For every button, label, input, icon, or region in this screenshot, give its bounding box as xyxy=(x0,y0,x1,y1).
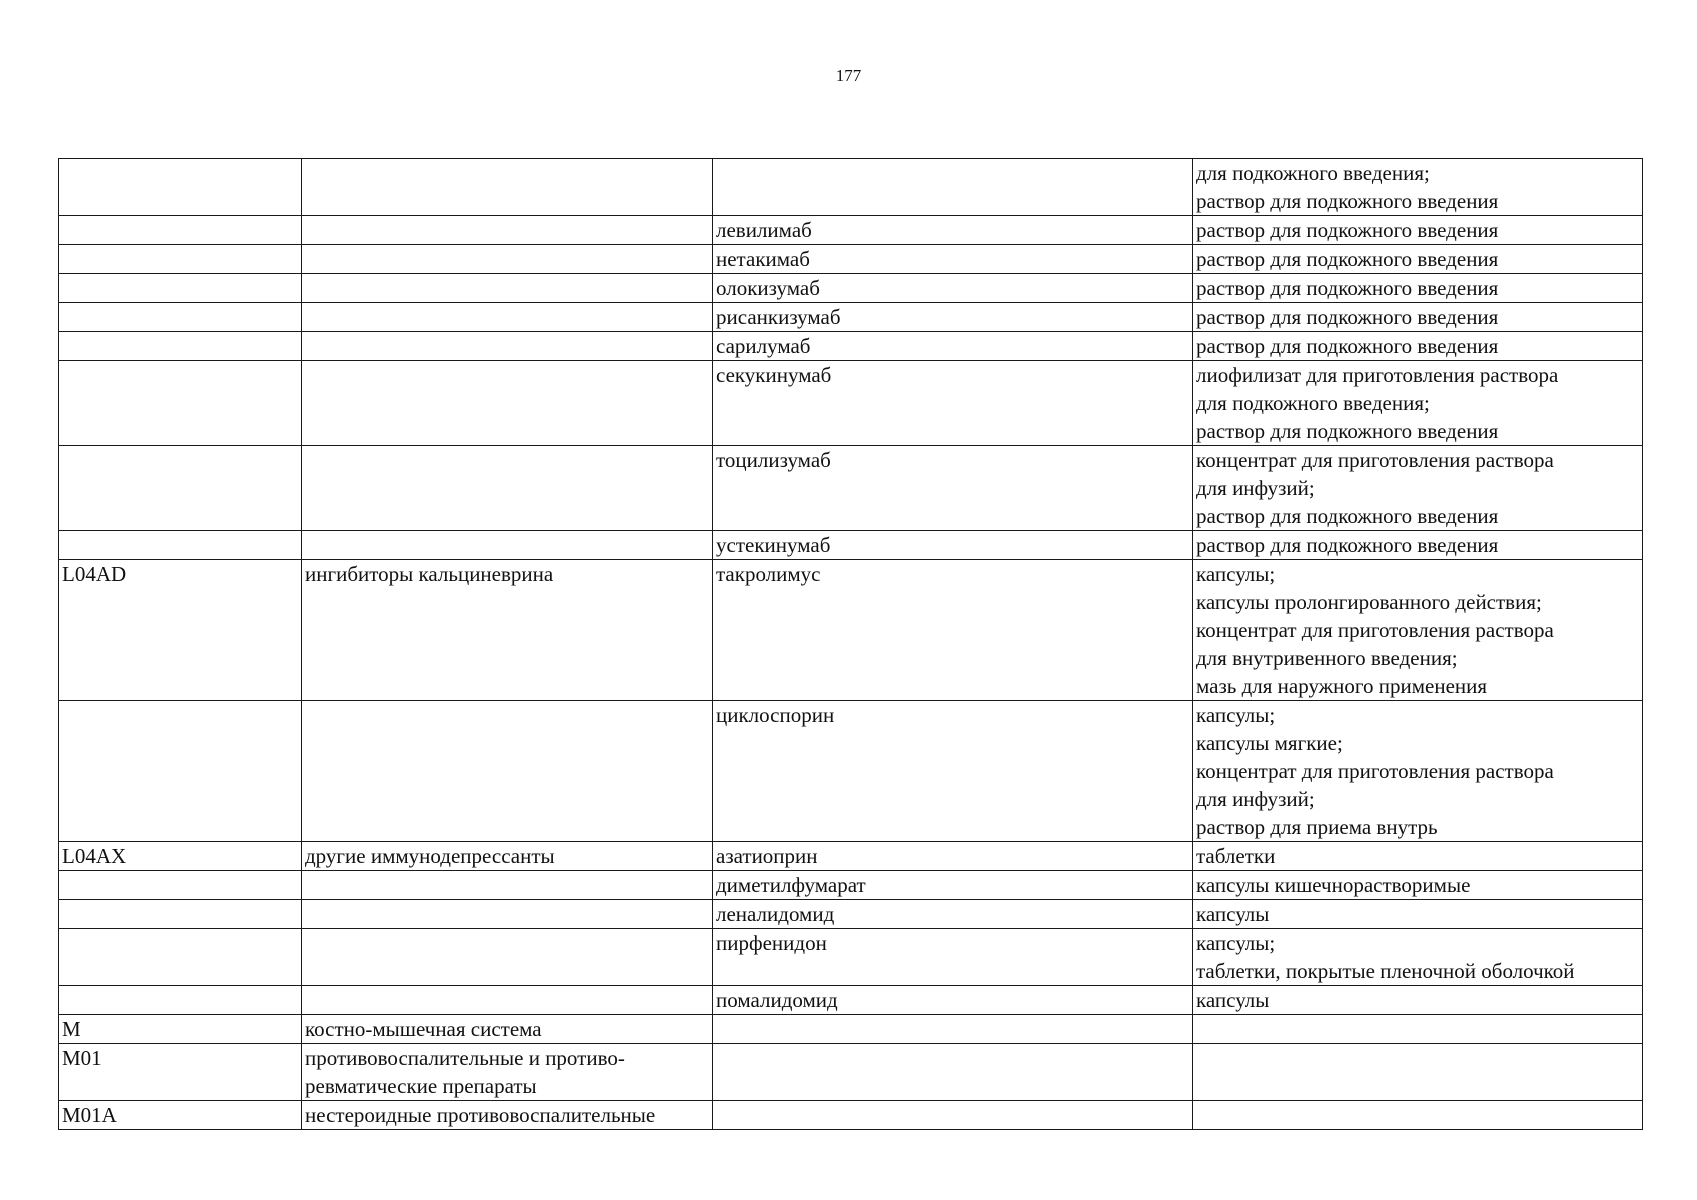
dosage-form-cell: раствор для подкожного введения xyxy=(1193,216,1643,245)
drug-name-cell: устекинумаб xyxy=(713,531,1193,560)
page-number: 177 xyxy=(835,66,862,85)
dosage-form-cell: капсулы; капсулы мягкие; концентрат для приготовления раствора для инфузий; раствор для приема внутрь xyxy=(1193,701,1643,842)
dosage-form-cell xyxy=(1193,1015,1643,1044)
group-name-cell xyxy=(302,361,713,446)
drug-name-cell xyxy=(713,159,1193,216)
drug-name-cell xyxy=(713,1015,1193,1044)
group-name-cell xyxy=(302,216,713,245)
dosage-form-cell: раствор для подкожного введения xyxy=(1193,303,1643,332)
dosage-form-cell: для подкожного введения; раствор для подкожного введения xyxy=(1193,159,1643,216)
atc-code-cell xyxy=(59,361,302,446)
atc-code-cell: M01A xyxy=(59,1101,302,1130)
group-name-cell xyxy=(302,332,713,361)
group-name-cell xyxy=(302,871,713,900)
dosage-form-cell: раствор для подкожного введения xyxy=(1193,332,1643,361)
table-body xyxy=(59,159,1643,1130)
drug-table xyxy=(58,158,1643,1130)
atc-code-cell: L04AD xyxy=(59,560,302,701)
group-name-cell xyxy=(302,929,713,986)
drug-name-cell: левилимаб xyxy=(713,216,1193,245)
group-name-cell: другие иммунодепрессанты xyxy=(302,842,713,871)
drug-name-cell: секукинумаб xyxy=(713,361,1193,446)
dosage-form-cell xyxy=(1193,1101,1643,1130)
dosage-form-cell: лиофилизат для приготовления раствора для подкожного введения; раствор для подкожного введения xyxy=(1193,361,1643,446)
dosage-form-cell: капсулы; капсулы пролонгированного действия; концентрат для приготовления раствора для внутривенного введения; мазь для наружного применения xyxy=(1193,560,1643,701)
table-row xyxy=(59,701,1643,842)
group-name-cell xyxy=(302,303,713,332)
drug-name-cell: пирфенидон xyxy=(713,929,1193,986)
group-name-cell: ингибиторы кальциневрина xyxy=(302,560,713,701)
table-row xyxy=(59,531,1643,560)
atc-code-cell xyxy=(59,446,302,531)
group-name-cell xyxy=(302,900,713,929)
group-name-cell xyxy=(302,274,713,303)
drug-name-cell: рисанкизумаб xyxy=(713,303,1193,332)
atc-code-cell xyxy=(59,871,302,900)
drug-name-cell: помалидомид xyxy=(713,986,1193,1015)
dosage-form-cell: раствор для подкожного введения xyxy=(1193,245,1643,274)
table-row xyxy=(59,929,1643,986)
table-row xyxy=(59,1101,1643,1130)
atc-code-cell xyxy=(59,332,302,361)
table-row xyxy=(59,560,1643,701)
dosage-form-cell: таблетки xyxy=(1193,842,1643,871)
table-row xyxy=(59,1044,1643,1101)
group-name-cell: костно-мышечная система xyxy=(302,1015,713,1044)
atc-code-cell xyxy=(59,986,302,1015)
drug-name-cell: нетакимаб xyxy=(713,245,1193,274)
dosage-form-cell: раствор для подкожного введения xyxy=(1193,274,1643,303)
group-name-cell xyxy=(302,159,713,216)
dosage-form-cell xyxy=(1193,1044,1643,1101)
table-row xyxy=(59,446,1643,531)
group-name-cell: нестероидные противовоспалительные xyxy=(302,1101,713,1130)
atc-code-cell xyxy=(59,159,302,216)
atc-code-cell xyxy=(59,531,302,560)
drug-name-cell: диметилфумарат xyxy=(713,871,1193,900)
dosage-form-cell: капсулы кишечнорастворимые xyxy=(1193,871,1643,900)
atc-code-cell xyxy=(59,701,302,842)
atc-code-cell: M01 xyxy=(59,1044,302,1101)
atc-code-cell xyxy=(59,929,302,986)
table-row xyxy=(59,216,1643,245)
table-row xyxy=(59,159,1643,216)
drug-name-cell xyxy=(713,1044,1193,1101)
group-name-cell: противовоспалительные и противо- ревматические препараты xyxy=(302,1044,713,1101)
atc-code-cell xyxy=(59,900,302,929)
table-row xyxy=(59,245,1643,274)
atc-code-cell xyxy=(59,245,302,274)
table-row xyxy=(59,332,1643,361)
table-row xyxy=(59,361,1643,446)
table-row xyxy=(59,986,1643,1015)
group-name-cell xyxy=(302,701,713,842)
group-name-cell xyxy=(302,446,713,531)
drug-name-cell: циклоспорин xyxy=(713,701,1193,842)
atc-code-cell: L04AX xyxy=(59,842,302,871)
group-name-cell xyxy=(302,986,713,1015)
table-row xyxy=(59,1015,1643,1044)
group-name-cell xyxy=(302,245,713,274)
drug-name-cell: сарилумаб xyxy=(713,332,1193,361)
atc-code-cell: M xyxy=(59,1015,302,1044)
drug-name-cell: азатиоприн xyxy=(713,842,1193,871)
atc-code-cell xyxy=(59,303,302,332)
group-name-cell xyxy=(302,531,713,560)
drug-name-cell xyxy=(713,1101,1193,1130)
drug-name-cell: тоцилизумаб xyxy=(713,446,1193,531)
table-row xyxy=(59,303,1643,332)
table-row xyxy=(59,274,1643,303)
dosage-form-cell: раствор для подкожного введения xyxy=(1193,531,1643,560)
table-row xyxy=(59,900,1643,929)
dosage-form-cell: капсулы xyxy=(1193,986,1643,1015)
drug-name-cell: олокизумаб xyxy=(713,274,1193,303)
table-row xyxy=(59,871,1643,900)
drug-name-cell: леналидомид xyxy=(713,900,1193,929)
drug-name-cell: такролимус xyxy=(713,560,1193,701)
table-row xyxy=(59,842,1643,871)
atc-code-cell xyxy=(59,216,302,245)
atc-code-cell xyxy=(59,274,302,303)
dosage-form-cell: концентрат для приготовления раствора для инфузий; раствор для подкожного введения xyxy=(1193,446,1643,531)
dosage-form-cell: капсулы xyxy=(1193,900,1643,929)
dosage-form-cell: капсулы; таблетки, покрытые пленочной оболочкой xyxy=(1193,929,1643,986)
